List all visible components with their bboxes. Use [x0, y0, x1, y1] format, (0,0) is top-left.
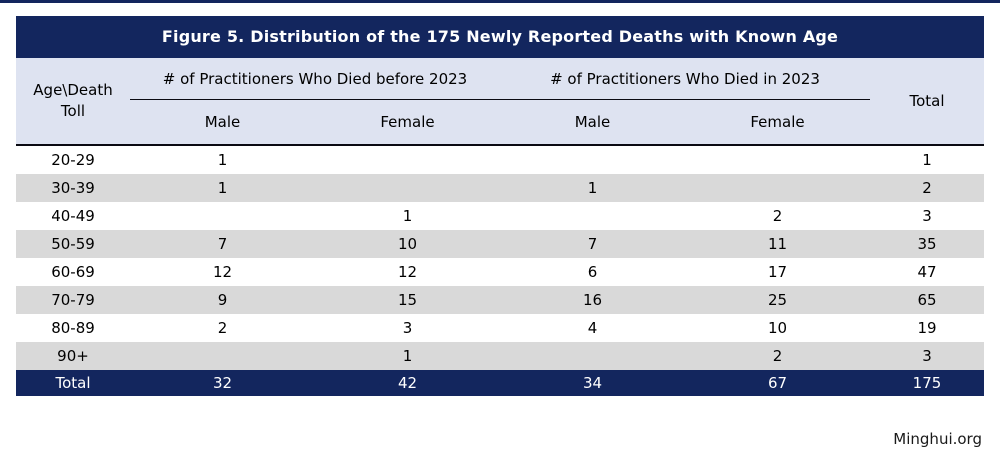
row-total-cell: 2 [922, 179, 932, 197]
before-female-cell: 1 [402, 347, 413, 365]
column-header-before-female: Female [380, 113, 435, 131]
in2023-female-cell: 2 [772, 347, 783, 365]
age-range-cell: 90+ [57, 347, 89, 365]
column-header-in2023-male: Male [574, 113, 611, 131]
in2023-female-cell: 17 [767, 263, 788, 281]
table-header [16, 58, 984, 146]
age-range-cell: 50-59 [51, 235, 95, 253]
in2023-female-cell: 25 [767, 291, 788, 309]
before-male-cell: 9 [217, 291, 228, 309]
age-range-cell: 40-49 [51, 207, 95, 225]
before-male-cell: 1 [217, 151, 228, 169]
total-row-label: Total [55, 374, 91, 392]
table-row-70-79 [16, 286, 984, 314]
before-male-cell: 12 [212, 263, 233, 281]
in2023-male-cell: 1 [587, 179, 598, 197]
table-row-20-29 [16, 146, 984, 174]
row-header-line2: Toll [60, 102, 86, 120]
age-range-cell: 70-79 [51, 291, 95, 309]
in2023-male-cell [500, 202, 685, 230]
before-female-cell: 12 [397, 263, 418, 281]
total-in2023-female: 67 [767, 374, 788, 392]
age-range-cell: 80-89 [51, 319, 95, 337]
column-header-in2023-female: Female [750, 113, 805, 131]
before-female-cell: 1 [402, 207, 413, 225]
before-male-cell [130, 342, 315, 370]
column-header-total: Total [909, 92, 945, 110]
age-range-cell: 20-29 [51, 151, 95, 169]
before-male-cell: 2 [217, 319, 228, 337]
before-female-cell: 15 [397, 291, 418, 309]
in2023-male-cell: 4 [587, 319, 598, 337]
total-before-male: 32 [212, 374, 233, 392]
in2023-male-cell: 6 [587, 263, 598, 281]
grand-total: 175 [912, 374, 942, 392]
row-total-cell: 47 [917, 263, 937, 281]
before-female-cell [315, 146, 500, 174]
in2023-female-cell [685, 174, 870, 202]
table-row-50-59 [16, 230, 984, 258]
column-header-before-male: Male [204, 113, 241, 131]
row-header-line1: Age\Death [33, 81, 113, 99]
in2023-male-cell: 7 [587, 235, 598, 253]
column-group-died-in-2023: # of Practitioners Who Died in 2023 [500, 58, 870, 100]
row-total-cell: 65 [917, 291, 937, 309]
in2023-female-cell: 11 [767, 235, 788, 253]
total-in2023-male: 34 [582, 374, 603, 392]
table-row-60-69 [16, 258, 984, 286]
source-credit: Minghui.org [893, 430, 982, 448]
row-total-cell: 3 [922, 347, 932, 365]
total-before-female: 42 [397, 374, 418, 392]
table-row-40-49 [16, 202, 984, 230]
in2023-male-cell [500, 342, 685, 370]
table-row-90plus [16, 342, 984, 370]
age-range-cell: 30-39 [51, 179, 95, 197]
in2023-male-cell [500, 146, 685, 174]
in2023-female-cell [685, 146, 870, 174]
before-male-cell: 7 [217, 235, 228, 253]
table-row-30-39 [16, 174, 984, 202]
table-row-80-89 [16, 314, 984, 342]
table-body [16, 146, 984, 370]
before-female-cell [315, 174, 500, 202]
row-total-cell: 3 [922, 207, 932, 225]
row-total-cell: 19 [917, 319, 937, 337]
row-header-label [16, 58, 130, 144]
in2023-female-cell: 10 [767, 319, 788, 337]
before-male-cell [130, 202, 315, 230]
before-male-cell: 1 [217, 179, 228, 197]
age-range-cell: 60-69 [51, 263, 95, 281]
row-total-cell: 1 [922, 151, 932, 169]
row-total-cell: 35 [917, 235, 937, 253]
before-female-cell: 3 [402, 319, 413, 337]
before-female-cell: 10 [397, 235, 418, 253]
in2023-male-cell: 16 [582, 291, 603, 309]
table-total-row [16, 370, 984, 396]
column-group-died-before-2023: # of Practitioners Who Died before 2023 [130, 58, 500, 100]
figure-5-table [16, 16, 984, 396]
figure-title: Figure 5. Distribution of the 175 Newly Reported Deaths with Known Age [16, 16, 984, 58]
in2023-female-cell: 2 [772, 207, 783, 225]
top-divider-line [0, 0, 1000, 3]
